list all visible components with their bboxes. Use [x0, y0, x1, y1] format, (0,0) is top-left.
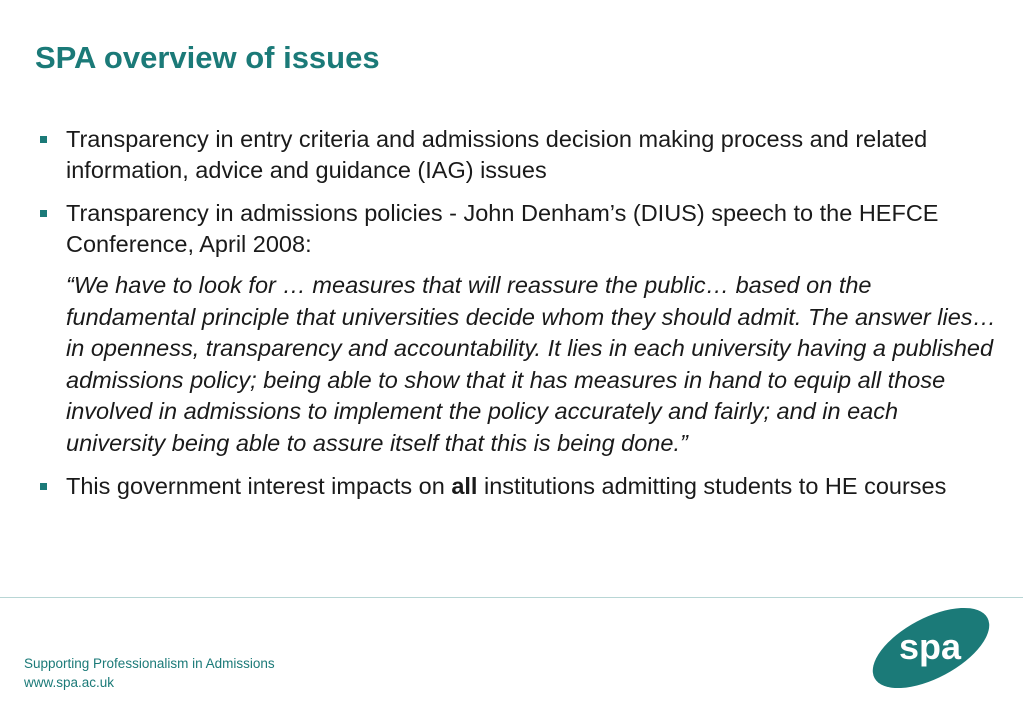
bullet-list [36, 124, 1001, 514]
spa-logo-icon [866, 604, 996, 692]
bullet-item [36, 198, 1001, 459]
bullet-text-emphasis: all [451, 473, 478, 499]
footer-divider [0, 597, 1023, 598]
bullet-text-before: This government interest impacts on [66, 473, 452, 499]
footer-tagline: Supporting Professionalism in Admissions [24, 656, 275, 671]
square-bullet-icon [40, 483, 47, 490]
footer-url: www.spa.ac.uk [24, 675, 115, 690]
bullet-text-after: institutions admitting students to HE courses [477, 473, 947, 499]
speech-quote: “We have to look for … measures that will reassure the public… based on the fundamental principle that universities decide whom they should admit. The answer lies… in openness, transparency and accountability. It lies in each university having a published admissions policy; being able to show that it has measures in hand to equip all those involved in admissions to implement the policy accurately and fairly; and in each university being able to assure itself that this is being done.” [66, 272, 997, 456]
square-bullet-icon [40, 136, 47, 143]
logo-text: spa [898, 626, 962, 667]
bullet-item [36, 124, 1001, 186]
slide-title: SPA overview of issues [35, 40, 380, 75]
bullet-text: Transparency in admissions policies - John Denham’s (DIUS) speech to the HEFCE Conference, April 2008: [66, 200, 939, 257]
bullet-text: Transparency in entry criteria and admissions decision making process and related information, advice and guidance (IAG) issues [66, 126, 928, 183]
square-bullet-icon [40, 210, 47, 217]
bullet-item [36, 471, 1001, 502]
